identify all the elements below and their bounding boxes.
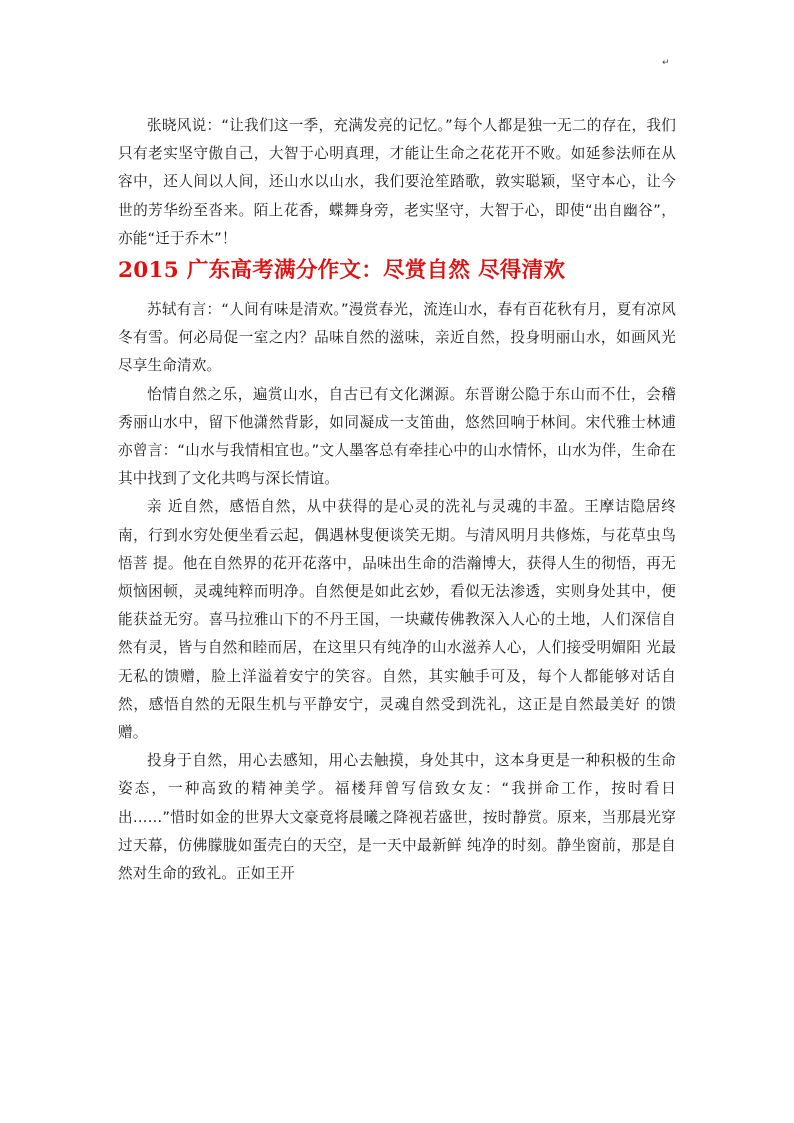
- header-paragraph-mark: ↵: [662, 58, 670, 68]
- essay-title: 2015 广东高考满分作文：尽赏自然 尽得清欢: [118, 258, 566, 284]
- document-body: [118, 112, 676, 888]
- essay-paragraph-2: 怡情自然之乐，遍赏山水，自古已有文化渊源。东晋谢公隐于东山而不仕，会稽秀丽山水中，留下他潇然背影，如同凝成一支笛曲，悠然回响于林间。宋代雅士林逋亦曾言：“山水与我情相宜也。”文人墨客总有牵挂心中的山水情怀，山水为伴，生命在其中找到了文化共鸣与深长情谊。: [118, 385, 676, 488]
- intro-paragraph: 张晓风说：“让我们这一季，充满发亮的记忆。”每个人都是独一无二的存在，我们只有老实坚守傲自己，大智于心明真理，才能让生命之花花开不败。如延参法师在从容中，还人间以人间，还山水以山水，我们要沧笙踏歌，敦实聪颖，坚守本心，让今世的芳华纷至沓来。陌上花香，蝶舞身旁，老实坚守，大智于心，即使“出自幽谷”，亦能“迁于乔木”！: [118, 117, 676, 247]
- essay-paragraph-4: 投身于自然，用心去感知，用心去触摸，身处其中，这本身更是一种积极的生命姿态，一种高致的精神美学。福楼拜曾写信致女友：“我拼命工作，按时看日出……”惜时如金的世界大文豪竟将晨曦之降视若盛世，按时静赏。原来，当那晨光穿过天幕，仿佛朦胧如蛋壳白的天空，是一天中最新鲜 纯净的时刻。静坐窗前，那是自然对生命的致礼。正如王开: [118, 752, 676, 883]
- essay-paragraph-1: 苏轼有言：“人间有味是清欢。”漫赏春光，流连山水，春有百花秋有月，夏有凉风冬有雪。何必局促一室之内？品味自然的滋味，亲近自然，投身明丽山水，如画风光尽享生命清欢。: [118, 301, 676, 375]
- essay-paragraph-3: 亲 近自然，感悟自然，从中获得的是心灵的洗礼与灵魂的丰盈。王摩诘隐居终南，行到水穷处便坐看云起，偶遇林叟便谈笑无期。与清风明月共修炼，与花草虫鸟悟菩 提。他在自然界的花开花落中，品味出生命的浩瀚博大，获得人生的彻悟，再无烦恼困顿，灵魂纯粹而明净。自然便是如此玄妙，看似无法渗透，实则身处其中，便 能获益无穷。喜马拉雅山下的不丹王国，一块藏传佛教深入人心的土地，人们深信自然有灵，皆与自然和睦而居，在这里只有纯净的山水滋养人心，人们接受明媚阳 光最无私的馈赠，脸上洋溢着安宁的笑容。自然，其实触手可及，每个人都能够对话自然，感悟自然的无限生机与平静安宁，灵魂自然受到洗礼，这正是自然最美好 的馈赠。: [118, 498, 676, 742]
